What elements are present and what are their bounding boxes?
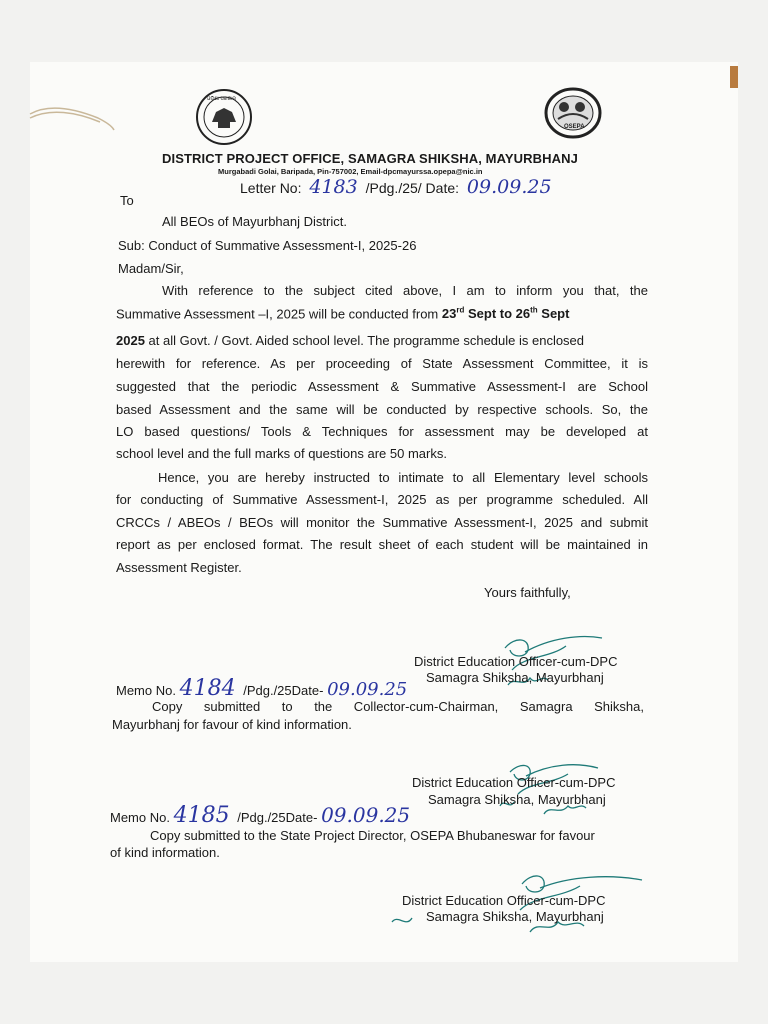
memo2-no-handwritten: 4185 xyxy=(173,803,230,828)
memo2-date-handwritten: 09.09.25 xyxy=(321,803,411,827)
para2-line5: Assessment Register. xyxy=(116,560,242,575)
to-label: To xyxy=(120,193,134,208)
memo2-copy-line2: of kind information. xyxy=(110,845,220,860)
para1-line7: LO based questions/ Tools & Techniques for assessment may be developed at xyxy=(116,424,648,439)
recipient-line: All BEOs of Mayurbhanj District. xyxy=(162,214,347,229)
osepa-logo xyxy=(544,87,602,139)
osepa-logo-text: OSEPA xyxy=(564,124,585,130)
memo1-copy-line1: Copy submitted to the Collector-cum-Chairman, Samagra Shiksha, xyxy=(152,699,644,714)
memo1-no-handwritten: 4184 xyxy=(179,676,236,701)
subject-line: Sub: Conduct of Summative Assessment-I, 2025-26 xyxy=(118,238,417,253)
para1-line4: herewith for reference. As per proceeding of State Assessment Committee, it is xyxy=(116,356,648,371)
memo1-suffix: /Pdg./25Date- xyxy=(243,683,324,698)
memo2-suffix: /Pdg./25Date- xyxy=(237,810,318,825)
memo2-copy-line1: Copy submitted to the State Project Director, OSEPA Bhubaneswar for favour xyxy=(150,828,595,843)
letter-number-line xyxy=(240,176,552,198)
letter-no-suffix: /Pdg./25/ Date: xyxy=(365,180,460,196)
office-address: Murgabadi Golai, Baripada, Pin-757002, Email-dpcmayurssa.opepa@nic.in xyxy=(218,167,483,176)
para2-line3: CRCCs / ABEOs / BEOs will monitor the Summative Assessment-I, 2025 and submit xyxy=(116,515,648,530)
memo1-date-handwritten: 09.09.25 xyxy=(327,679,408,700)
para2-line2: for conducting of Summative Assessment-I, 2025 as per programme scheduled. All xyxy=(116,492,648,507)
memo1-copy-line2: Mayurbhanj for favour of kind information. xyxy=(112,717,352,732)
signature1-designation: District Education Officer-cum-DPC xyxy=(414,654,618,669)
closing: Yours faithfully, xyxy=(484,585,571,600)
signature2-office: Samagra Shiksha, Mayurbhanj xyxy=(428,792,606,807)
letter-date-handwritten: 09.09.25 xyxy=(466,176,552,198)
seal-text: ଓଡ଼ିଶା ସରକାର xyxy=(207,96,237,102)
para1-line5: suggested that the periodic Assessment & Summative Assessment-I are School xyxy=(116,379,648,394)
binding-tape xyxy=(730,66,738,88)
signature1-office: Samagra Shiksha, Mayurbhanj xyxy=(426,670,604,685)
memo2-label: Memo No. xyxy=(110,810,170,825)
signature3-designation: District Education Officer-cum-DPC xyxy=(402,893,606,908)
letter-no-label: Letter No: xyxy=(240,180,302,196)
memo2-line xyxy=(110,803,410,828)
para1-line8: school level and the full marks of questions are 50 marks. xyxy=(116,446,447,461)
para2-line4: report as per enclosed format. The result sheet of each student will be maintained in xyxy=(116,537,648,552)
salutation: Madam/Sir, xyxy=(118,261,184,276)
memo1-label: Memo No. xyxy=(116,683,176,698)
signature2-designation: District Education Officer-cum-DPC xyxy=(412,775,616,790)
para1-line2: Summative Assessment –I, 2025 will be conducted from 23rd Sept to 26th Sept xyxy=(116,306,570,322)
binding-string xyxy=(28,100,118,140)
letter-no-handwritten: 4183 xyxy=(309,176,358,198)
para1-line3: 2025 at all Govt. / Govt. Aided school level. The programme schedule is enclosed xyxy=(116,333,585,348)
para1-line6: based Assessment and the same will be conducted by respective schools. So, the xyxy=(116,402,648,417)
signature3-office: Samagra Shiksha, Mayurbhanj xyxy=(426,909,604,924)
office-title: DISTRICT PROJECT OFFICE, SAMAGRA SHIKSHA, MAYURBHANJ xyxy=(162,151,578,166)
para2-line1: Hence, you are hereby instructed to intimate to all Elementary level schools xyxy=(158,470,648,485)
para1-line1: With reference to the subject cited above, I am to inform you that, the xyxy=(162,283,648,298)
memo1-line xyxy=(116,676,407,701)
